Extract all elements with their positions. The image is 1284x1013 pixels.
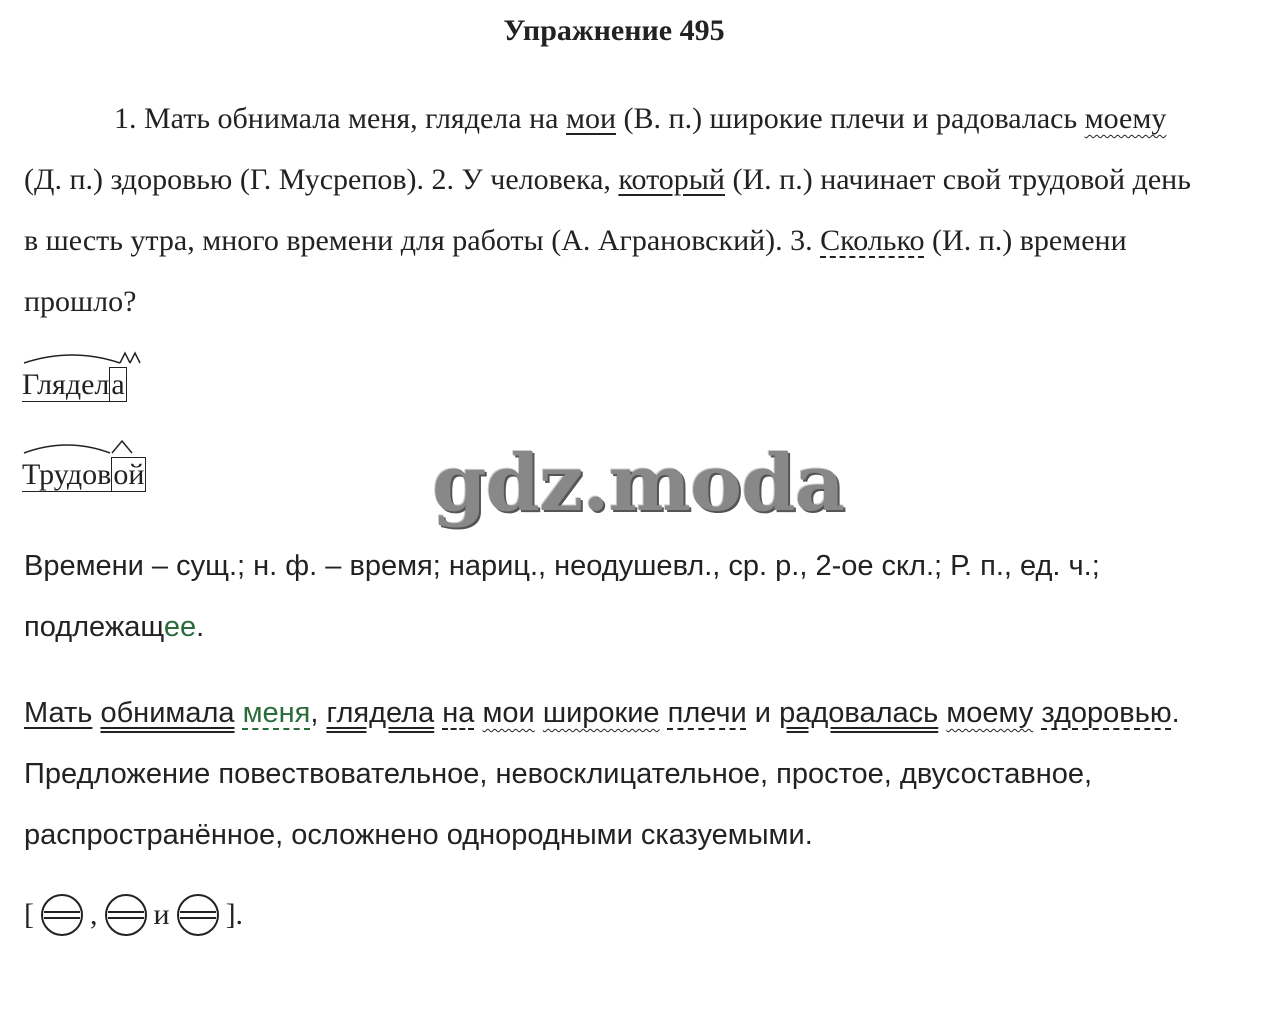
watermark: gdz.moda xyxy=(432,438,845,529)
object: здоровью xyxy=(1041,697,1172,729)
syntactic-analysis xyxy=(24,683,1204,866)
word-ending: ой xyxy=(113,458,145,491)
preposition: на xyxy=(442,697,475,729)
morpheme-analysis-glyadela xyxy=(22,365,127,405)
punct: , xyxy=(310,697,327,729)
sentence-description: . Предложение повествовательное, невосклицательное, простое, двусоставное, распространённое, осложнено однородными сказуемыми. xyxy=(24,697,1180,851)
predicate-circle-icon xyxy=(176,893,220,937)
pronoun-skolko: Сколько xyxy=(820,224,925,257)
comma: , xyxy=(90,898,98,931)
predicate: глядела xyxy=(326,697,435,729)
attribute: широкие xyxy=(542,697,660,729)
word-stem: Глядел xyxy=(22,368,110,401)
exercise-text xyxy=(24,88,1204,332)
bracket-open: [ xyxy=(24,898,34,931)
sentence-number: 1. xyxy=(114,102,137,135)
bracket-close: ]. xyxy=(225,898,244,931)
exercise-title: Упражнение 495 xyxy=(503,14,725,47)
morpheme-marks xyxy=(22,439,162,459)
predicate-circle-icon xyxy=(104,893,148,937)
subject: Мать xyxy=(24,697,93,729)
morphological-analysis xyxy=(24,536,1204,658)
word-ending: а xyxy=(111,368,125,401)
analysis-text-green: ее xyxy=(163,611,197,643)
text-fragment: (Д. п.) здоровью (Г. Мусрепов). 2. У человека, xyxy=(24,163,619,196)
text-fragment: Мать обнимала меня, глядела на xyxy=(136,102,566,135)
text-fragment: (И. п.) начинает свой трудовой день в шесть утра, много времени для работы (А. Аграновский). 3. xyxy=(24,163,1191,257)
object: плечи xyxy=(667,697,747,729)
attribute: моему xyxy=(946,697,1034,729)
predicate: радовалась xyxy=(779,697,939,729)
analysis-text-end: . xyxy=(196,611,205,643)
sentence-scheme xyxy=(24,893,243,937)
predicate-circle-icon xyxy=(40,893,84,937)
object: меня xyxy=(242,697,311,729)
predicate: обнимала xyxy=(100,697,235,729)
conjunction: и xyxy=(754,697,771,729)
text-fragment: (И. п.) времени прошло? xyxy=(24,224,1127,318)
morpheme-analysis-trudovoi xyxy=(22,455,146,495)
analysis-text: Времени – сущ.; н. ф. – время; нариц., неодушевл., ср. р., 2-ое скл.; Р. п., ед. ч.; подлежащ xyxy=(24,550,1100,643)
morpheme-marks xyxy=(22,349,152,369)
pronoun-moemu: моему xyxy=(1084,102,1167,135)
text-fragment: (В. п.) широкие плечи и радовалась xyxy=(616,102,1085,135)
word-stem: Трудов xyxy=(22,458,112,491)
pronoun-kotoryi: который xyxy=(618,163,725,196)
pronoun-moi: мои xyxy=(565,102,617,135)
conjunction: и xyxy=(153,898,170,931)
attribute: мои xyxy=(482,697,535,729)
